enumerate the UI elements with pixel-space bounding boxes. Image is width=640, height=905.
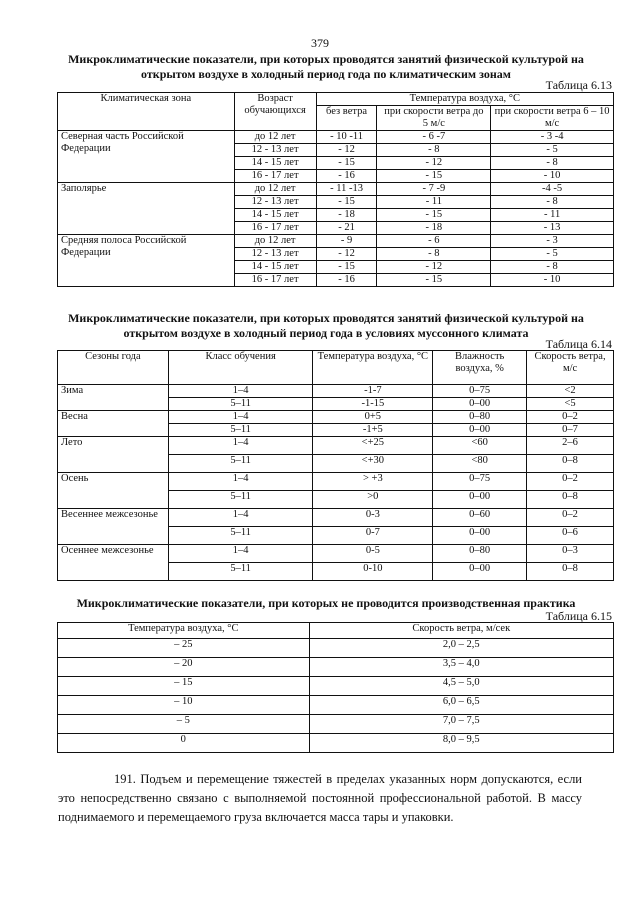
age-cell: до 12 лет — [234, 131, 316, 144]
header-class: Класс обучения — [168, 351, 313, 385]
temp-wind-6-10-cell: -4 -5 — [491, 183, 614, 196]
age-cell: 16 - 17 лет — [234, 170, 316, 183]
temp-wind-5-cell: - 6 — [377, 235, 491, 248]
temp-no-wind-cell: - 12 — [316, 144, 377, 157]
temp-cell: – 15 — [58, 677, 310, 696]
class-cell: 5–11 — [168, 455, 313, 473]
zone-cell: Заполярье — [58, 183, 235, 235]
wind-cell: 0–8 — [527, 455, 614, 473]
humidity-cell: 0–80 — [433, 545, 527, 563]
temp-no-wind-cell: - 16 — [316, 274, 377, 287]
class-cell: 5–11 — [168, 563, 313, 581]
season-cell: Весеннее межсезонье — [58, 509, 169, 545]
humidity-cell: <80 — [433, 455, 527, 473]
wind-cell: 0–3 — [527, 545, 614, 563]
page-number: 379 — [311, 36, 329, 50]
temp-no-wind-cell: - 18 — [316, 209, 377, 222]
temp-wind-5-cell: - 11 — [377, 196, 491, 209]
temp-cell: – 25 — [58, 639, 310, 658]
header-wind-6-10: при скорости ветра 6 – 10 м/с — [491, 106, 614, 131]
humidity-cell: 0–00 — [433, 424, 527, 437]
wind-cell: 4,5 – 5,0 — [309, 677, 613, 696]
temp-cell: 0-5 — [313, 545, 433, 563]
table-row — [58, 658, 614, 677]
temp-wind-5-cell: - 8 — [377, 248, 491, 261]
temp-wind-6-10-cell: - 5 — [491, 248, 614, 261]
temp-cell: – 20 — [58, 658, 310, 677]
zone-cell: Северная часть Российской Федерации — [58, 131, 235, 183]
table-row — [58, 385, 614, 398]
header-no-wind: без ветра — [316, 106, 377, 131]
temp-wind-5-cell: - 18 — [377, 222, 491, 235]
age-cell: до 12 лет — [234, 183, 316, 196]
age-cell: 12 - 13 лет — [234, 144, 316, 157]
season-cell: Осеннее межсезонье — [58, 545, 169, 581]
table-6-13 — [57, 92, 614, 287]
class-cell: 1–4 — [168, 385, 313, 398]
table-row — [58, 677, 614, 696]
humidity-cell: 0–75 — [433, 385, 527, 398]
wind-cell: <2 — [527, 385, 614, 398]
temp-no-wind-cell: - 15 — [316, 261, 377, 274]
table-row — [58, 715, 614, 734]
temp-cell: -1-7 — [313, 385, 433, 398]
wind-cell: <5 — [527, 398, 614, 411]
temp-wind-5-cell: - 12 — [377, 157, 491, 170]
class-cell: 1–4 — [168, 473, 313, 491]
season-cell: Осень — [58, 473, 169, 509]
header-wind-speed: Скорость ветра, м/с — [527, 351, 614, 385]
temp-cell: 0 — [58, 734, 310, 753]
table-row — [58, 411, 614, 424]
temp-cell: – 10 — [58, 696, 310, 715]
temp-no-wind-cell: - 21 — [316, 222, 377, 235]
temp-cell: – 5 — [58, 715, 310, 734]
season-cell: Лето — [58, 437, 169, 473]
age-cell: 16 - 17 лет — [234, 222, 316, 235]
temp-wind-6-10-cell: - 10 — [491, 170, 614, 183]
table-row — [58, 639, 614, 658]
wind-cell: 3,5 – 4,0 — [309, 658, 613, 677]
header-air-temp: Температура воздуха, °С — [313, 351, 433, 385]
temp-wind-5-cell: - 15 — [377, 209, 491, 222]
paragraph-191: 191. Подъем и перемещение тяжестей в пределах указанных норм допускаются, если это непосредственно связано с выполняемой постоянной профессиональной работой. В массу поднимаемого и перемещаемого груза включается масса тары и упаковки. — [58, 772, 582, 824]
temp-wind-6-10-cell: - 8 — [491, 157, 614, 170]
header-zone: Климатическая зона — [58, 93, 235, 131]
table-row — [58, 509, 614, 527]
age-cell: 14 - 15 лет — [234, 157, 316, 170]
temp-cell: 0-7 — [313, 527, 433, 545]
header-humidity: Влажность воздуха, % — [433, 351, 527, 385]
temp-wind-5-cell: - 6 -7 — [377, 131, 491, 144]
table-row — [58, 473, 614, 491]
table-row — [58, 183, 614, 196]
header-season: Сезоны года — [58, 351, 169, 385]
humidity-cell: 0–80 — [433, 411, 527, 424]
class-cell: 5–11 — [168, 491, 313, 509]
wind-cell: 7,0 – 7,5 — [309, 715, 613, 734]
table3-label: Таблица 6.15 — [545, 609, 612, 623]
humidity-cell: 0–75 — [433, 473, 527, 491]
wind-cell: 8,0 – 9,5 — [309, 734, 613, 753]
temp-wind-5-cell: - 12 — [377, 261, 491, 274]
humidity-cell: 0–00 — [433, 527, 527, 545]
header-age: Возраст обучающихся — [234, 93, 316, 131]
temp-wind-6-10-cell: - 11 — [491, 209, 614, 222]
header-temperature: Температура воздуха, °С — [58, 623, 310, 639]
class-cell: 5–11 — [168, 398, 313, 411]
season-cell: Зима — [58, 385, 169, 411]
table-row — [58, 131, 614, 144]
class-cell: 5–11 — [168, 424, 313, 437]
temp-wind-5-cell: - 8 — [377, 144, 491, 157]
age-cell: 14 - 15 лет — [234, 261, 316, 274]
temp-no-wind-cell: - 12 — [316, 248, 377, 261]
temp-cell: 0+5 — [313, 411, 433, 424]
temp-cell: >0 — [313, 491, 433, 509]
wind-cell: 0–8 — [527, 491, 614, 509]
header-wind-5: при скорости ветра до 5 м/с — [377, 106, 491, 131]
wind-cell: 0–8 — [527, 563, 614, 581]
temp-cell: 0-10 — [313, 563, 433, 581]
temp-no-wind-cell: - 9 — [316, 235, 377, 248]
wind-cell: 0–2 — [527, 473, 614, 491]
temp-wind-6-10-cell: - 3 — [491, 235, 614, 248]
temp-no-wind-cell: - 11 -13 — [316, 183, 377, 196]
wind-cell: 2,0 – 2,5 — [309, 639, 613, 658]
table-row — [58, 437, 614, 455]
zone-cell: Средняя полоса Российской Федерации — [58, 235, 235, 287]
humidity-cell: 0–00 — [433, 491, 527, 509]
wind-cell: 0–6 — [527, 527, 614, 545]
humidity-cell: 0–00 — [433, 398, 527, 411]
header-wind-speed: Скорость ветра, м/сек — [309, 623, 613, 639]
table1-label: Таблица 6.13 — [545, 78, 612, 92]
class-cell: 1–4 — [168, 545, 313, 563]
table-row — [58, 235, 614, 248]
temp-wind-6-10-cell: - 3 -4 — [491, 131, 614, 144]
wind-cell: 2–6 — [527, 437, 614, 455]
header-temperature: Температура воздуха, °С — [316, 93, 613, 106]
temp-cell: 0-3 — [313, 509, 433, 527]
wind-cell: 0–7 — [527, 424, 614, 437]
temp-no-wind-cell: - 15 — [316, 157, 377, 170]
table-row — [58, 696, 614, 715]
temp-wind-6-10-cell: - 8 — [491, 261, 614, 274]
temp-cell: <+25 — [313, 437, 433, 455]
season-cell: Весна — [58, 411, 169, 437]
temp-wind-6-10-cell: - 8 — [491, 196, 614, 209]
wind-cell: 6,0 – 6,5 — [309, 696, 613, 715]
table-6-14 — [57, 350, 614, 581]
age-cell: 12 - 13 лет — [234, 196, 316, 209]
class-cell: 1–4 — [168, 411, 313, 424]
table-6-15 — [57, 622, 614, 753]
temp-wind-6-10-cell: - 5 — [491, 144, 614, 157]
humidity-cell: 0–00 — [433, 563, 527, 581]
temp-wind-6-10-cell: - 10 — [491, 274, 614, 287]
temp-wind-5-cell: - 15 — [377, 170, 491, 183]
age-cell: 14 - 15 лет — [234, 209, 316, 222]
temp-no-wind-cell: - 16 — [316, 170, 377, 183]
temp-wind-6-10-cell: - 13 — [491, 222, 614, 235]
age-cell: до 12 лет — [234, 235, 316, 248]
table2-label: Таблица 6.14 — [545, 337, 612, 351]
table-row — [58, 734, 614, 753]
age-cell: 12 - 13 лет — [234, 248, 316, 261]
temp-cell: > +3 — [313, 473, 433, 491]
class-cell: 5–11 — [168, 527, 313, 545]
temp-wind-5-cell: - 15 — [377, 274, 491, 287]
table2-title: Микроклиматические показатели, при которых проводятся занятий физической культурой на открытом воздухе в холодный период года в условиях муссонного климата — [68, 311, 584, 340]
age-cell: 16 - 17 лет — [234, 274, 316, 287]
class-cell: 1–4 — [168, 437, 313, 455]
table1-title: Микроклиматические показатели, при которых проводятся занятий физической культурой на открытом воздухе в холодный период года по климатическим зонам — [68, 52, 584, 81]
class-cell: 1–4 — [168, 509, 313, 527]
temp-no-wind-cell: - 15 — [316, 196, 377, 209]
humidity-cell: <60 — [433, 437, 527, 455]
temp-cell: <+30 — [313, 455, 433, 473]
temp-wind-5-cell: - 7 -9 — [377, 183, 491, 196]
humidity-cell: 0–60 — [433, 509, 527, 527]
temp-cell: -1-15 — [313, 398, 433, 411]
table3-title: Микроклиматические показатели, при которых не проводится производственная практика — [76, 596, 576, 610]
temp-cell: -1+5 — [313, 424, 433, 437]
wind-cell: 0–2 — [527, 509, 614, 527]
table-row — [58, 545, 614, 563]
temp-no-wind-cell: - 10 -11 — [316, 131, 377, 144]
wind-cell: 0–2 — [527, 411, 614, 424]
